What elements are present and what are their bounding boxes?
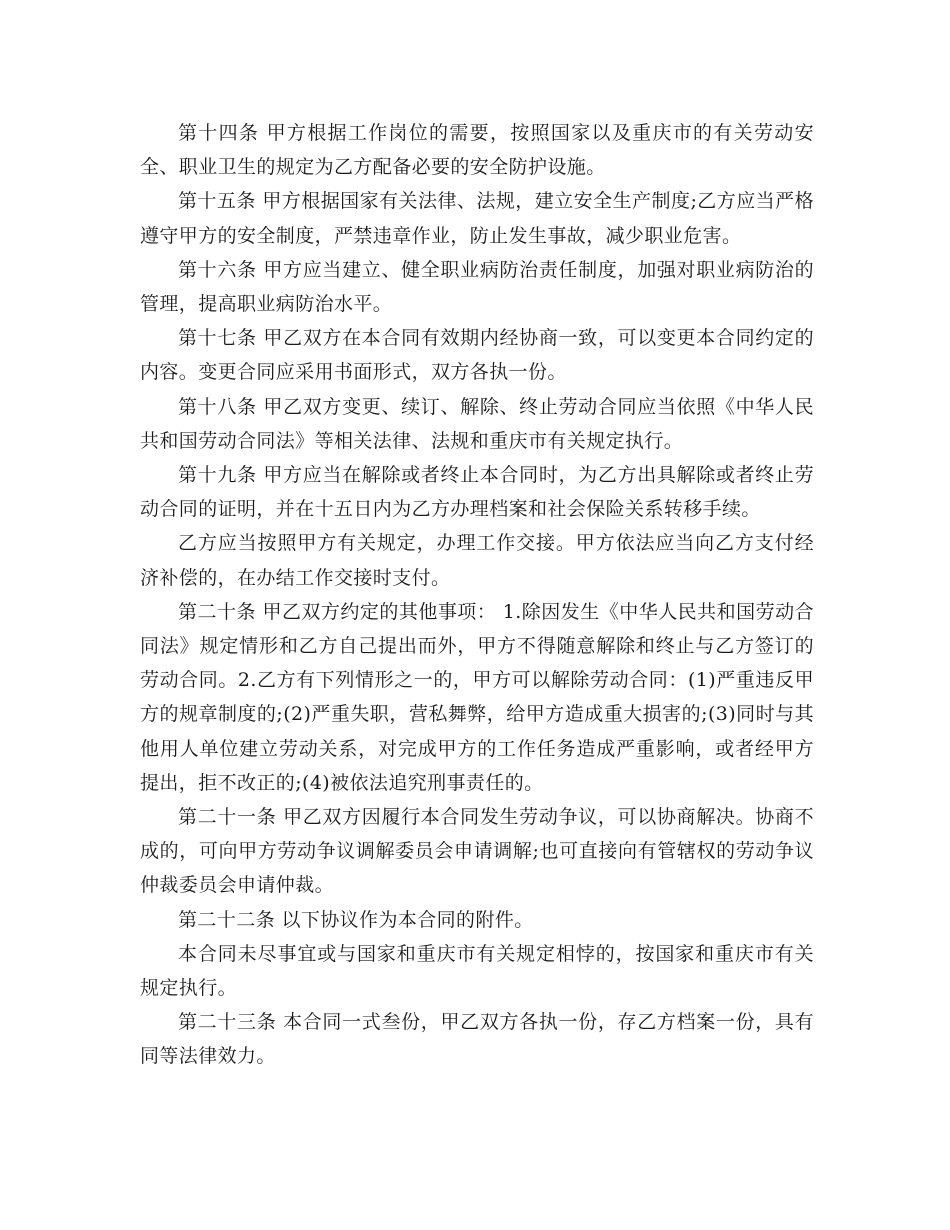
clause-19: 第十九条 甲方应当在解除或者终止本合同时，为乙方出具解除或者终止劳动合同的证明，并在十五日内为乙方办理档案和社会保险关系转移手续。 bbox=[140, 464, 814, 521]
clause-21: 第二十一条 甲乙双方因履行本合同发生劳动争议，可以协商解决。协商不成的，可向甲方劳动争议调解委员会申请调解;也可直接向有管辖权的劳动争议仲裁委员会申请仲裁。 bbox=[140, 806, 814, 897]
clause-18: 第十八条 甲乙双方变更、续订、解除、终止劳动合同应当依照《中华人民共和国劳动合同法》等相关法律、法规和重庆市有关规定执行。 bbox=[140, 395, 814, 452]
document-body bbox=[140, 116, 814, 1074]
clause-22-continued: 本合同未尽事宜或与国家和重庆市有关规定相悖的，按国家和重庆市有关规定执行。 bbox=[140, 942, 814, 1000]
clause-15: 第十五条 甲方根据国家有关法律、法规，建立安全生产制度;乙方应当严格遵守甲方的安全制度，严禁违章作业，防止发生事故，减少职业危害。 bbox=[140, 190, 814, 247]
clause-16: 第十六条 甲方应当建立、健全职业病防治责任制度，加强对职业病防治的管理，提高职业病防治水平。 bbox=[140, 258, 814, 316]
clause-19-continued: 乙方应当按照甲方有关规定，办理工作交接。甲方依法应当向乙方支付经济补偿的，在办结工作交接时支付。 bbox=[140, 532, 814, 589]
clause-17: 第十七条 甲乙双方在本合同有效期内经协商一致，可以变更本合同约定的内容。变更合同应采用书面形式，双方各执一份。 bbox=[140, 327, 814, 384]
clause-20: 第二十条 甲乙双方约定的其他事项： 1.除因发生《中华人民共和国劳动合同法》规定情形和乙方自己提出而外，甲方不得随意解除和终止与乙方签订的劳动合同。2.乙方有下列情形之一的，甲方可以解除劳动合同：(1)严重违反甲方的规章制度的;(2)严重失职，营私舞弊，给甲方造成重大损害的;(3)同时与其他用人单位建立劳动关系，对完成甲方的工作任务造成严重影响，或者经甲方提出，拒不改正的;(4)被依法追究刑事责任的。 bbox=[140, 600, 814, 794]
clause-22: 第二十二条 以下协议作为本合同的附件。 bbox=[178, 908, 534, 931]
clause-14: 第十四条 甲方根据工作岗位的需要，按照国家以及重庆市的有关劳动安全、职业卫生的规定为乙方配备必要的安全防护设施。 bbox=[140, 122, 814, 179]
clause-23: 第二十三条 本合同一式叁份，甲乙双方各执一份，存乙方档案一份，具有同等法律效力。 bbox=[140, 1011, 814, 1068]
